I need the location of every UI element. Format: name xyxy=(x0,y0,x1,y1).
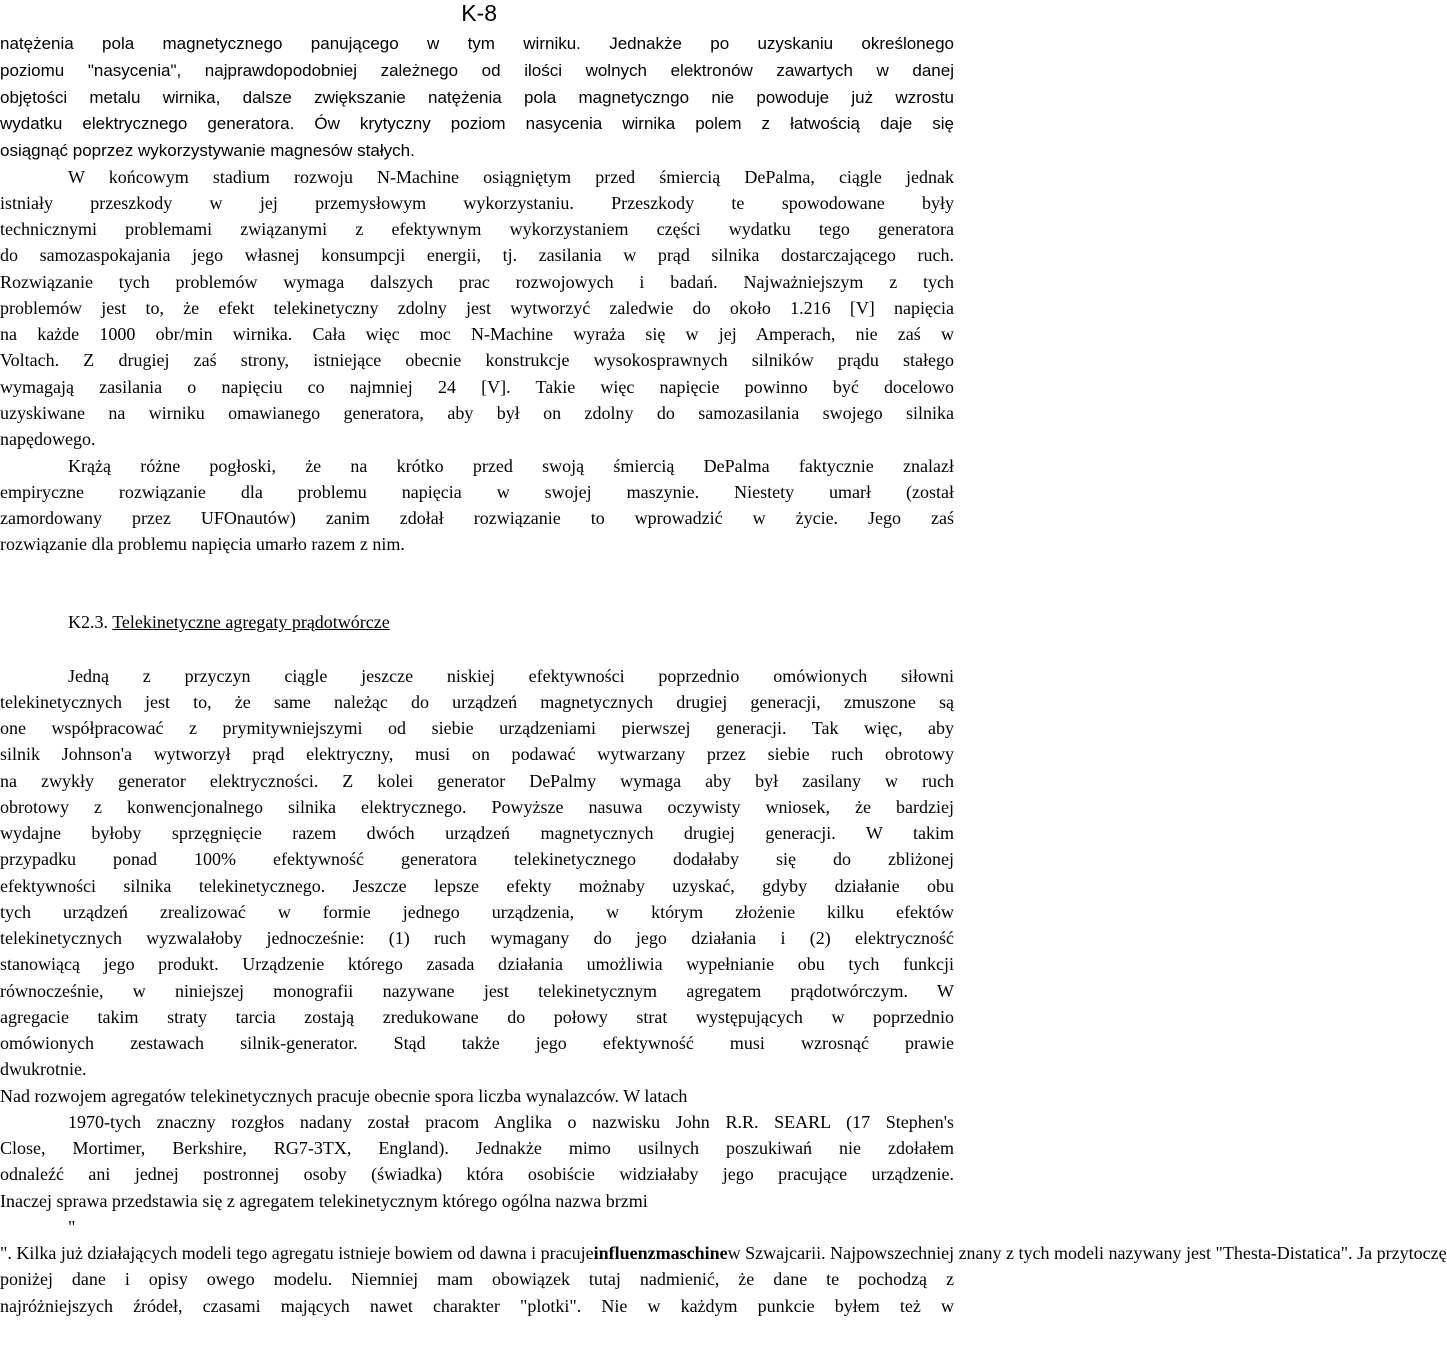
text-line: " xyxy=(68,1217,76,1237)
text-line: tych urządzeń zrealizować w formie jednego urządzenia, w którym złożenie kilku efektów xyxy=(0,902,954,922)
text-line: na każde 1000 obr/min wirnika. Cała więc moc N-Machine wyraża się w jej Amperach, nie zaś w xyxy=(0,324,954,344)
text-line: telekinetycznych wyzwalałoby jednocześnie: (1) ruch wymagany do jego działania i (2) elektryczność xyxy=(0,928,954,948)
text-line: wymagają zasilania o napięciu co najmniej 24 [V]. Takie więc napięcie powinno być docelowo xyxy=(0,377,954,397)
text-line: Voltach. Z drugiej zaś strony, istniejące obecnie konstrukcje wysokosprawnych silników prądu stałego xyxy=(0,350,954,370)
text-line: zamordowany przez UFOnautów) zanim zdołał rozwiązanie to wprowadzić w życie. Jego zaś xyxy=(0,508,954,528)
text-line: telekinetycznych jest to, że same należąc do urządzeń magnetycznych drugiej generacji, zmuszone są xyxy=(0,692,954,712)
text-line: poziomu "nasycenia", najprawdopodobniej zależnego od ilości wolnych elektronów zawartych w danej xyxy=(0,61,954,80)
text-line: najróżniejszych źródeł, czasami mających nawet charakter "plotki". Nie w każdym punkcie byłem też w xyxy=(0,1296,954,1316)
text-line: W końcowym stadium rozwoju N-Machine osiągniętym przed śmiercią DePalma, ciągle jednak xyxy=(68,167,954,187)
text-line: równocześnie, w niniejszej monografii nazywane jest telekinetycznym agregatem prądotwórczym. W xyxy=(0,981,954,1001)
text-line: Rozwiązanie tych problemów wymaga dalszych prac rozwojowych i badań. Najważniejszym z tych xyxy=(0,272,954,292)
text-line: na zwykły generator elektryczności. Z kolei generator DePalmy wymaga aby był zasilany w ruch xyxy=(0,771,954,791)
text-line: one współpracować z prymitywniejszymi od siebie urządzeniami pierwszej generacji. Tak więc, aby xyxy=(0,718,954,738)
text-line: Inaczej sprawa przedstawia się z agregatem telekinetycznym którego ogólna nazwa brzmi xyxy=(0,1191,648,1211)
quote-open: ". Kilka już działających modeli tego agregatu istnieje bowiem od dawna i pracuje xyxy=(0,1243,594,1263)
text-line: Close, Mortimer, Berkshire, RG7-3TX, England). Jednakże mimo usilnych poszukiwań nie zdołałem xyxy=(0,1138,954,1158)
text-line: objętości metalu wirnika, dalsze zwiększanie natężenia pola magnetyczngo nie powoduje już wzrostu xyxy=(0,88,954,107)
text-line: silnik Johnson'a wytworzył prąd elektryczny, musi on podawać wytwarzany przez siebie ruch obrotowy xyxy=(0,744,954,764)
text-line: agregacie takim straty tarcia zostają zredukowane do połowy strat występujących w poprzednio xyxy=(0,1007,954,1027)
text-line: istniały przeszkody w jej przemysłowym wykorzystaniu. Przeszkody te spowodowane były xyxy=(0,193,954,213)
text-line: 1970-tych znaczny rozgłos nadany został pracom Anglika o nazwisku John R.R. SEARL (17 Stephen's xyxy=(68,1112,954,1132)
section-number: K2.3. xyxy=(68,612,108,632)
text-line: Krążą różne pogłoski, że na krótko przed swoją śmiercią DePalma faktycznie znalazł xyxy=(68,456,954,476)
text-line-with-term xyxy=(0,1243,1447,1264)
text-line: empiryczne rozwiązanie dla problemu napięcia w swojej maszynie. Niestety umarł (został xyxy=(0,482,954,502)
text-line: obrotowy z konwencjonalnego silnika elektrycznego. Powyższe nasuwa oczywisty wniosek, że bardziej xyxy=(0,797,954,817)
text-line: omówionych zestawach silnik-generator. Stąd także jego efektywność musi wzrosnąć prawie xyxy=(0,1033,954,1053)
text-line: do samozaspokajania jego własnej konsumpcji energii, tj. zasilania w prąd silnika dostarczającego ruch. xyxy=(0,245,954,265)
text-line: wydajne byłoby sprzęgnięcie razem dwóch urządzeń magnetycznych drugiej generacji. W takim xyxy=(0,823,954,843)
text-line: stanowiącą jego produkt. Urządzenie którego zasada działania umożliwia wypełnianie obu tych funkcji xyxy=(0,954,954,974)
text-line: osiągnąć poprzez wykorzystywanie magnesów stałych. xyxy=(0,141,415,160)
text-line: natężenia pola magnetycznego panującego w tym wirniku. Jednakże po uzyskaniu określonego xyxy=(0,34,954,53)
text-line: przypadku ponad 100% efektywność generatora telekinetycznego dodałaby się do zbliżonej xyxy=(0,849,954,869)
text-line: odnaleźć ani jednej postronnej osoby (świadka) która osobiście widziałaby jego pracujące urządzenie. xyxy=(0,1164,954,1184)
text-line: Nad rozwojem agregatów telekinetycznych pracuje obecnie spora liczba wynalazców. W latach xyxy=(0,1086,688,1106)
text-line: problemów jest to, że efekt telekinetyczny zdolny jest wytworzyć zaledwie do około 1.216 [V] napięcia xyxy=(0,298,954,318)
text-line: efektywności silnika telekinetycznego. Jeszcze lepsze efekty możnaby uzyskać, gdyby działanie obu xyxy=(0,876,954,896)
bold-term: influenzmaschine xyxy=(593,1243,728,1263)
text-line: rozwiązanie dla problemu napięcia umarło razem z nim. xyxy=(0,534,405,554)
section-heading xyxy=(68,612,568,633)
text-line: Jedną z przyczyn ciągle jeszcze niskiej efektywności poprzednio omówionych siłowni xyxy=(68,666,954,686)
section-title: Telekinetyczne agregaty prądotwórcze xyxy=(112,612,390,632)
text-line: uzyskiwane na wirniku omawianego generatora, aby był on zdolny do samozasilania swojego silnika xyxy=(0,403,954,423)
text-line: wydatku elektrycznego generatora. Ów krytyczny poziom nasycenia wirnika polem z łatwością daje się xyxy=(0,114,954,133)
text-line: napędowego. xyxy=(0,429,96,449)
text-line: dwukrotnie. xyxy=(0,1059,87,1079)
text-line: poniżej dane i opisy owego modelu. Niemniej mam obowiązek tutaj nadmienić, że dane te pochodzą z xyxy=(0,1269,954,1289)
text-line: technicznymi problemami związanymi z efektywnym wykorzystaniem części wydatku tego generatora xyxy=(0,219,954,239)
text-rest: w Szwajcarii. Najpowszechniej znany z tych modeli nazywany jest "Thesta-Distatica". Ja przytoczę xyxy=(727,1243,1447,1263)
page-label: K-8 xyxy=(461,0,497,26)
